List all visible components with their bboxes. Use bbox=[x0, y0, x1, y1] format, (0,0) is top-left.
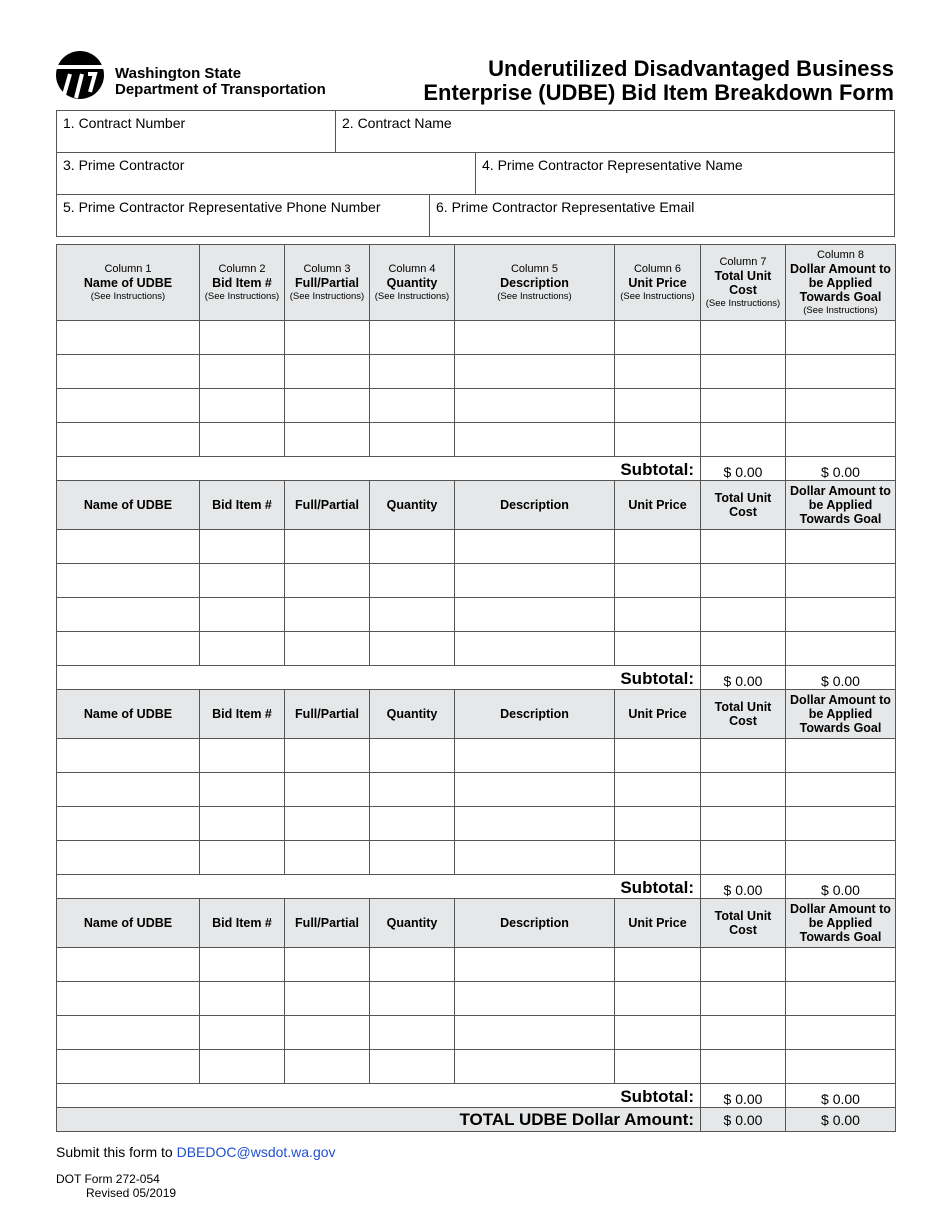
column-name: Total Unit Cost bbox=[714, 268, 772, 297]
table-cell[interactable] bbox=[701, 739, 786, 773]
table-cell[interactable] bbox=[701, 982, 786, 1016]
column-header: Full/Partial bbox=[285, 690, 370, 739]
table-cell[interactable] bbox=[370, 841, 455, 875]
total-unit-cost: $ 0.00 bbox=[701, 1108, 786, 1132]
subtotal-total-unit-cost: $ 0.00 bbox=[701, 875, 786, 899]
subtotal-total-unit-cost: $ 0.00 bbox=[701, 666, 786, 690]
table-cell[interactable] bbox=[57, 321, 200, 355]
table-cell[interactable] bbox=[615, 423, 701, 457]
column-header: Total Unit Cost bbox=[701, 899, 786, 948]
column-number: Column 2 bbox=[218, 262, 266, 275]
subtotal-dollar-amount: $ 0.00 bbox=[786, 457, 896, 481]
column-header: Name of UDBE bbox=[57, 899, 200, 948]
table-cell[interactable] bbox=[200, 773, 285, 807]
table-cell[interactable] bbox=[370, 739, 455, 773]
column-header: Full/Partial bbox=[285, 899, 370, 948]
agency-name: Washington State Department of Transportation bbox=[115, 65, 326, 98]
table-cell[interactable] bbox=[615, 564, 701, 598]
column-name: Bid Item # bbox=[212, 275, 272, 290]
table-cell[interactable] bbox=[615, 1050, 701, 1084]
table-cell[interactable] bbox=[57, 355, 200, 389]
table-cell[interactable] bbox=[455, 773, 615, 807]
table-row bbox=[57, 423, 896, 457]
column-number: Column 8 bbox=[816, 248, 865, 261]
table-cell[interactable] bbox=[615, 982, 701, 1016]
table-cell[interactable] bbox=[455, 1050, 615, 1084]
table-cell[interactable] bbox=[57, 1050, 200, 1084]
total-row bbox=[57, 1108, 896, 1132]
table-cell[interactable] bbox=[455, 807, 615, 841]
table-cell[interactable] bbox=[455, 1016, 615, 1050]
table-cell[interactable] bbox=[615, 773, 701, 807]
column-header: Name of UDBE bbox=[57, 690, 200, 739]
column-header bbox=[786, 245, 896, 321]
table-cell[interactable] bbox=[285, 632, 370, 666]
table-cell[interactable] bbox=[786, 841, 896, 875]
table-cell[interactable] bbox=[200, 530, 285, 564]
table-cell[interactable] bbox=[285, 739, 370, 773]
table-cell[interactable] bbox=[370, 389, 455, 423]
column-name: Unit Price bbox=[628, 275, 687, 290]
subtotal-row bbox=[57, 875, 896, 899]
table-cell[interactable] bbox=[200, 1016, 285, 1050]
table-cell[interactable] bbox=[200, 632, 285, 666]
table-cell[interactable] bbox=[701, 423, 786, 457]
table-cell[interactable] bbox=[285, 530, 370, 564]
table-cell[interactable] bbox=[370, 598, 455, 632]
page-header bbox=[0, 0, 950, 110]
column-header: Description bbox=[455, 690, 615, 739]
table-row bbox=[57, 530, 896, 564]
table-cell[interactable] bbox=[786, 1050, 896, 1084]
prime-contractor-field[interactable]: 3. Prime Contractor bbox=[57, 153, 476, 194]
column-header: Unit Price bbox=[615, 481, 701, 530]
table-cell[interactable] bbox=[615, 948, 701, 982]
column-number: Column 1 bbox=[104, 262, 152, 275]
table-cell[interactable] bbox=[786, 948, 896, 982]
table-cell[interactable] bbox=[285, 948, 370, 982]
table-cell[interactable] bbox=[285, 389, 370, 423]
table-cell[interactable] bbox=[285, 423, 370, 457]
column-header: Dollar Amount to be Applied Towards Goal bbox=[786, 690, 896, 739]
table-cell[interactable] bbox=[786, 355, 896, 389]
rep-email-field[interactable]: 6. Prime Contractor Representative Email bbox=[436, 199, 695, 215]
table-cell[interactable] bbox=[57, 423, 200, 457]
table-cell[interactable] bbox=[285, 807, 370, 841]
column-header: Bid Item # bbox=[200, 690, 285, 739]
column-name: Dollar Amount to be Applied Towards Goal bbox=[790, 261, 891, 304]
total-label: TOTAL UDBE Dollar Amount: bbox=[57, 1108, 701, 1132]
table-cell[interactable] bbox=[57, 564, 200, 598]
column-header: Full/Partial bbox=[285, 481, 370, 530]
column-header: Description bbox=[455, 481, 615, 530]
subtotal-row bbox=[57, 1084, 896, 1108]
table-cell[interactable] bbox=[615, 841, 701, 875]
table-cell[interactable] bbox=[455, 841, 615, 875]
column-note: (See Instructions) bbox=[204, 290, 280, 302]
column-number: Column 6 bbox=[633, 262, 682, 275]
table-cell[interactable] bbox=[370, 632, 455, 666]
table-cell[interactable] bbox=[370, 530, 455, 564]
contract-number-field[interactable]: 1. Contract Number bbox=[57, 111, 336, 152]
column-note: (See Instructions) bbox=[705, 297, 781, 309]
column-header: Bid Item # bbox=[200, 481, 285, 530]
table-cell[interactable] bbox=[786, 423, 896, 457]
table-row bbox=[57, 982, 896, 1016]
table-cell[interactable] bbox=[701, 321, 786, 355]
column-header: Quantity bbox=[370, 481, 455, 530]
column-header: Quantity bbox=[370, 899, 455, 948]
table-cell[interactable] bbox=[786, 982, 896, 1016]
table-cell[interactable] bbox=[57, 530, 200, 564]
table-cell[interactable] bbox=[615, 598, 701, 632]
table-cell[interactable] bbox=[57, 982, 200, 1016]
contract-info bbox=[56, 110, 895, 237]
column-header bbox=[701, 245, 786, 321]
table-cell[interactable] bbox=[57, 841, 200, 875]
table-cell[interactable] bbox=[786, 1016, 896, 1050]
table-cell[interactable] bbox=[370, 564, 455, 598]
table-cell[interactable] bbox=[615, 807, 701, 841]
column-name: Quantity bbox=[386, 275, 438, 290]
column-header: Unit Price bbox=[615, 899, 701, 948]
contract-name-field[interactable]: 2. Contract Name bbox=[342, 115, 452, 131]
column-header: Total Unit Cost bbox=[701, 481, 786, 530]
table-cell[interactable] bbox=[200, 841, 285, 875]
table-cell[interactable] bbox=[285, 1050, 370, 1084]
table-row bbox=[57, 807, 896, 841]
table-cell[interactable] bbox=[285, 1016, 370, 1050]
table-cell[interactable] bbox=[701, 530, 786, 564]
table-cell[interactable] bbox=[370, 807, 455, 841]
table-cell[interactable] bbox=[701, 389, 786, 423]
table-row bbox=[57, 739, 896, 773]
table-cell[interactable] bbox=[455, 632, 615, 666]
table-cell[interactable] bbox=[455, 982, 615, 1016]
table-cell[interactable] bbox=[285, 355, 370, 389]
table-cell[interactable] bbox=[701, 564, 786, 598]
column-number: Column 4 bbox=[388, 262, 436, 275]
table-cell[interactable] bbox=[370, 773, 455, 807]
table-cell[interactable] bbox=[615, 321, 701, 355]
table-row bbox=[57, 1016, 896, 1050]
table-row bbox=[57, 564, 896, 598]
total-dollar-amount: $ 0.00 bbox=[786, 1108, 896, 1132]
table-cell[interactable] bbox=[370, 355, 455, 389]
column-header: Total Unit Cost bbox=[701, 690, 786, 739]
column-note: (See Instructions) bbox=[803, 304, 878, 316]
column-header: Dollar Amount to be Applied Towards Goal bbox=[786, 899, 896, 948]
table-cell[interactable] bbox=[701, 1016, 786, 1050]
table-cell[interactable] bbox=[701, 1050, 786, 1084]
table-cell[interactable] bbox=[615, 389, 701, 423]
submit-note: Submit this form to DBEDOC@wsdot.wa.gov bbox=[56, 1144, 336, 1160]
subtotal-total-unit-cost: $ 0.00 bbox=[701, 1084, 786, 1108]
table-cell[interactable] bbox=[701, 598, 786, 632]
table-cell[interactable] bbox=[57, 598, 200, 632]
table-cell[interactable] bbox=[455, 564, 615, 598]
column-header bbox=[455, 245, 615, 321]
subtotal-label: Subtotal: bbox=[57, 457, 701, 481]
column-note: (See Instructions) bbox=[620, 290, 695, 302]
subtotal-label: Subtotal: bbox=[57, 666, 701, 690]
table-cell[interactable] bbox=[455, 530, 615, 564]
submit-email-link[interactable]: DBEDOC@wsdot.wa.gov bbox=[176, 1144, 336, 1160]
wsdot-logo-icon bbox=[55, 50, 105, 100]
table-row bbox=[57, 355, 896, 389]
column-name: Description bbox=[500, 275, 569, 290]
table-cell[interactable] bbox=[701, 948, 786, 982]
column-header: Bid Item # bbox=[200, 899, 285, 948]
subtotal-dollar-amount: $ 0.00 bbox=[786, 666, 896, 690]
table-cell[interactable] bbox=[615, 1016, 701, 1050]
header-row bbox=[57, 899, 896, 948]
column-note: (See Instructions) bbox=[497, 290, 572, 302]
table-cell[interactable] bbox=[57, 948, 200, 982]
column-name: Full/Partial bbox=[295, 275, 359, 290]
table-cell[interactable] bbox=[455, 389, 615, 423]
table-row bbox=[57, 598, 896, 632]
table-cell[interactable] bbox=[455, 355, 615, 389]
table-cell[interactable] bbox=[200, 739, 285, 773]
table-cell[interactable] bbox=[455, 948, 615, 982]
table-cell[interactable] bbox=[370, 321, 455, 355]
column-header bbox=[285, 245, 370, 321]
table-cell[interactable] bbox=[786, 739, 896, 773]
table-cell[interactable] bbox=[615, 530, 701, 564]
table-cell[interactable] bbox=[285, 321, 370, 355]
table-cell[interactable] bbox=[200, 982, 285, 1016]
table-row bbox=[57, 948, 896, 982]
table-cell[interactable] bbox=[370, 423, 455, 457]
table-cell[interactable] bbox=[57, 807, 200, 841]
bid-item-table bbox=[56, 244, 896, 1132]
column-header: Dollar Amount to be Applied Towards Goal bbox=[786, 481, 896, 530]
subtotal-row bbox=[57, 666, 896, 690]
subtotal-row bbox=[57, 457, 896, 481]
form-number: DOT Form 272-054 Revised 05/2019 bbox=[56, 1172, 177, 1200]
table-cell[interactable] bbox=[455, 321, 615, 355]
column-header bbox=[57, 245, 200, 321]
table-cell[interactable] bbox=[615, 739, 701, 773]
table-cell[interactable] bbox=[285, 564, 370, 598]
column-number: Column 7 bbox=[719, 255, 767, 268]
table-cell[interactable] bbox=[701, 632, 786, 666]
column-note: (See Instructions) bbox=[374, 290, 450, 302]
table-cell[interactable] bbox=[57, 389, 200, 423]
column-note: (See Instructions) bbox=[289, 290, 365, 302]
table-cell[interactable] bbox=[200, 321, 285, 355]
table-cell[interactable] bbox=[57, 1016, 200, 1050]
subtotal-total-unit-cost: $ 0.00 bbox=[701, 457, 786, 481]
table-cell[interactable] bbox=[200, 598, 285, 632]
table-cell[interactable] bbox=[786, 389, 896, 423]
subtotal-dollar-amount: $ 0.00 bbox=[786, 875, 896, 899]
table-cell[interactable] bbox=[701, 355, 786, 389]
table-cell[interactable] bbox=[455, 598, 615, 632]
table-cell[interactable] bbox=[786, 598, 896, 632]
column-note: (See Instructions) bbox=[90, 290, 166, 302]
table-cell[interactable] bbox=[200, 948, 285, 982]
header-row bbox=[57, 481, 896, 530]
table-row bbox=[57, 841, 896, 875]
table-row bbox=[57, 389, 896, 423]
table-cell[interactable] bbox=[615, 632, 701, 666]
table-row bbox=[57, 632, 896, 666]
column-header bbox=[615, 245, 701, 321]
table-cell[interactable] bbox=[200, 389, 285, 423]
table-cell[interactable] bbox=[615, 355, 701, 389]
table-cell[interactable] bbox=[370, 948, 455, 982]
subtotal-dollar-amount: $ 0.00 bbox=[786, 1084, 896, 1108]
table-cell[interactable] bbox=[455, 423, 615, 457]
table-row bbox=[57, 321, 896, 355]
table-cell[interactable] bbox=[786, 632, 896, 666]
table-cell[interactable] bbox=[57, 773, 200, 807]
column-name: Name of UDBE bbox=[83, 275, 173, 290]
table-cell[interactable] bbox=[786, 564, 896, 598]
table-cell[interactable] bbox=[200, 564, 285, 598]
column-number: Column 3 bbox=[303, 262, 351, 275]
table-cell[interactable] bbox=[200, 355, 285, 389]
rep-name-field[interactable]: 4. Prime Contractor Representative Name bbox=[482, 157, 743, 173]
table-cell[interactable] bbox=[200, 807, 285, 841]
column-header: Quantity bbox=[370, 690, 455, 739]
column-header: Description bbox=[455, 899, 615, 948]
table-cell[interactable] bbox=[701, 807, 786, 841]
table-cell[interactable] bbox=[701, 841, 786, 875]
header-row bbox=[57, 690, 896, 739]
table-cell[interactable] bbox=[786, 773, 896, 807]
rep-phone-field[interactable]: 5. Prime Contractor Representative Phone Number bbox=[57, 195, 430, 236]
column-number: Column 5 bbox=[510, 262, 559, 275]
table-row bbox=[57, 1050, 896, 1084]
table-cell[interactable] bbox=[370, 982, 455, 1016]
subtotal-label: Subtotal: bbox=[57, 1084, 701, 1108]
subtotal-label: Subtotal: bbox=[57, 875, 701, 899]
table-cell[interactable] bbox=[285, 773, 370, 807]
table-cell[interactable] bbox=[200, 423, 285, 457]
table-cell[interactable] bbox=[285, 982, 370, 1016]
table-cell[interactable] bbox=[786, 530, 896, 564]
column-header: Unit Price bbox=[615, 690, 701, 739]
table-cell[interactable] bbox=[701, 773, 786, 807]
table-cell[interactable] bbox=[285, 598, 370, 632]
table-cell[interactable] bbox=[455, 739, 615, 773]
table-cell[interactable] bbox=[786, 321, 896, 355]
table-cell[interactable] bbox=[200, 1050, 285, 1084]
table-cell[interactable] bbox=[370, 1016, 455, 1050]
table-row bbox=[57, 773, 896, 807]
form-title: Underutilized Disadvantaged Business Enterprise (UDBE) Bid Item Breakdown Form bbox=[423, 56, 894, 105]
table-cell[interactable] bbox=[285, 841, 370, 875]
header-row bbox=[57, 245, 896, 321]
column-header bbox=[200, 245, 285, 321]
table-cell[interactable] bbox=[57, 632, 200, 666]
column-header: Name of UDBE bbox=[57, 481, 200, 530]
column-header bbox=[370, 245, 455, 321]
table-cell[interactable] bbox=[786, 807, 896, 841]
table-cell[interactable] bbox=[57, 739, 200, 773]
table-cell[interactable] bbox=[370, 1050, 455, 1084]
